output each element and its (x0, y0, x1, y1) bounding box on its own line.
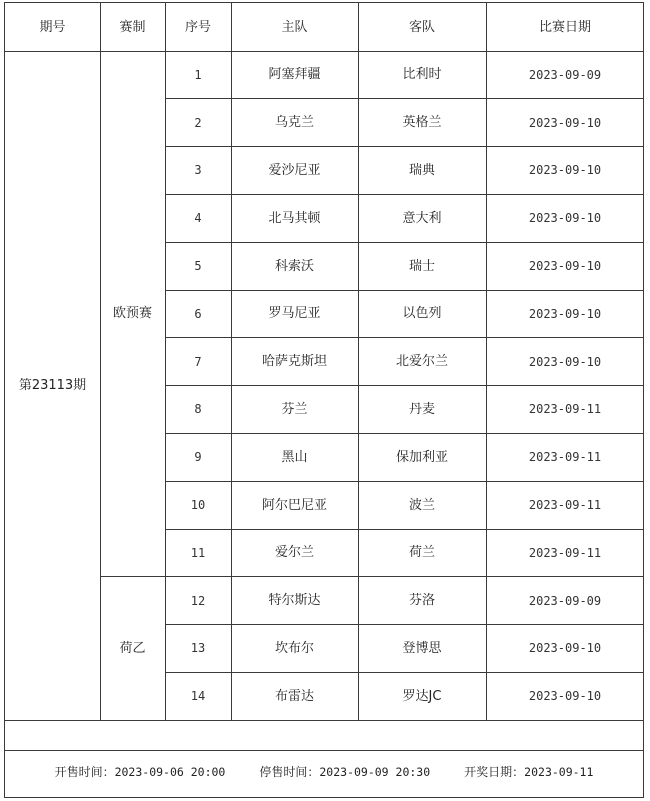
match-number: 10 (190, 498, 206, 513)
column-divider (100, 3, 101, 720)
match-date: 2023-09-10 (528, 306, 602, 321)
away-team: 瑞士 (408, 258, 435, 274)
match-date: 2023-09-10 (528, 211, 602, 226)
match-number: 11 (190, 545, 206, 560)
match-number: 13 (190, 641, 206, 656)
away-team: 罗达JC (402, 688, 442, 704)
away-team: 荷兰 (408, 545, 435, 561)
column-divider (231, 3, 232, 720)
header-competition: 赛制 (119, 19, 146, 35)
header-match-date: 比赛日期 (538, 19, 591, 35)
match-date: 2023-09-10 (528, 354, 602, 369)
match-date: 2023-09-11 (528, 498, 602, 513)
sale-stop-label: 停售时间： (259, 765, 320, 779)
home-team: 阿尔巴尼亚 (261, 497, 327, 513)
match-date: 2023-09-11 (528, 545, 602, 560)
away-team: 意大利 (402, 210, 442, 226)
header-issue: 期号 (39, 19, 66, 35)
away-team: 北爱尔兰 (395, 354, 448, 370)
match-number: 14 (190, 689, 206, 704)
match-number: 5 (194, 259, 202, 274)
match-number: 12 (190, 593, 206, 608)
away-team: 丹麦 (408, 401, 435, 417)
column-divider (358, 3, 359, 720)
issue-number: 第23113期 (18, 378, 87, 394)
match-number: 6 (194, 306, 202, 321)
match-date: 2023-09-10 (528, 115, 602, 130)
competition-divider (100, 576, 165, 577)
away-team: 比利时 (402, 67, 442, 83)
column-divider (486, 3, 487, 720)
match-date: 2023-09-10 (528, 689, 602, 704)
away-team: 瑞典 (408, 162, 435, 178)
column-divider (165, 3, 166, 720)
home-team: 芬兰 (281, 401, 308, 417)
away-team: 英格兰 (402, 115, 442, 131)
blank-row-bottom (5, 750, 644, 751)
home-team: 爱沙尼亚 (268, 162, 321, 178)
sale-start-label: 开售时间： (54, 765, 115, 779)
match-date: 2023-09-10 (528, 259, 602, 274)
match-number: 9 (194, 450, 202, 465)
match-date: 2023-09-10 (528, 163, 602, 178)
competition-euro-qualifiers: 欧预赛 (112, 306, 152, 322)
header-away-team: 客队 (408, 19, 435, 35)
match-schedule-table (4, 2, 644, 798)
match-number: 3 (194, 163, 202, 178)
home-team: 特尔斯达 (268, 593, 321, 609)
home-team: 爱尔兰 (274, 545, 314, 561)
home-team: 布雷达 (274, 688, 314, 704)
away-team: 以色列 (402, 306, 442, 322)
sale-info-footer (4, 763, 644, 780)
away-team: 保加利亚 (395, 449, 448, 465)
competition-eerste-divisie: 荷乙 (119, 640, 146, 656)
match-number: 1 (194, 67, 202, 82)
draw-date: 2023-09-11 (524, 764, 594, 779)
away-team: 登博思 (402, 640, 442, 656)
home-team: 坎布尔 (274, 640, 314, 656)
sale-stop-time: 2023-09-09 20:30 (319, 764, 431, 779)
sale-start-time: 2023-09-06 20:00 (114, 764, 226, 779)
away-team: 波兰 (408, 497, 435, 513)
draw-date-label: 开奖日期： (464, 765, 525, 779)
match-date: 2023-09-11 (528, 402, 602, 417)
home-team: 哈萨克斯坦 (261, 354, 327, 370)
home-team: 乌克兰 (274, 115, 314, 131)
home-team: 北马其顿 (268, 210, 321, 226)
match-number: 4 (194, 211, 202, 226)
home-team: 科索沃 (274, 258, 314, 274)
home-team: 罗马尼亚 (268, 306, 321, 322)
match-number: 7 (194, 354, 202, 369)
match-date: 2023-09-09 (528, 67, 602, 82)
header-number: 序号 (184, 19, 211, 35)
table-body-bottom (5, 720, 644, 721)
away-team: 芬洛 (408, 593, 435, 609)
home-team: 阿塞拜疆 (268, 67, 321, 83)
match-number: 2 (194, 115, 202, 130)
home-team: 黑山 (281, 449, 308, 465)
match-date: 2023-09-11 (528, 450, 602, 465)
header-home-team: 主队 (281, 19, 308, 35)
match-date: 2023-09-09 (528, 593, 602, 608)
match-date: 2023-09-10 (528, 641, 602, 656)
match-number: 8 (194, 402, 202, 417)
